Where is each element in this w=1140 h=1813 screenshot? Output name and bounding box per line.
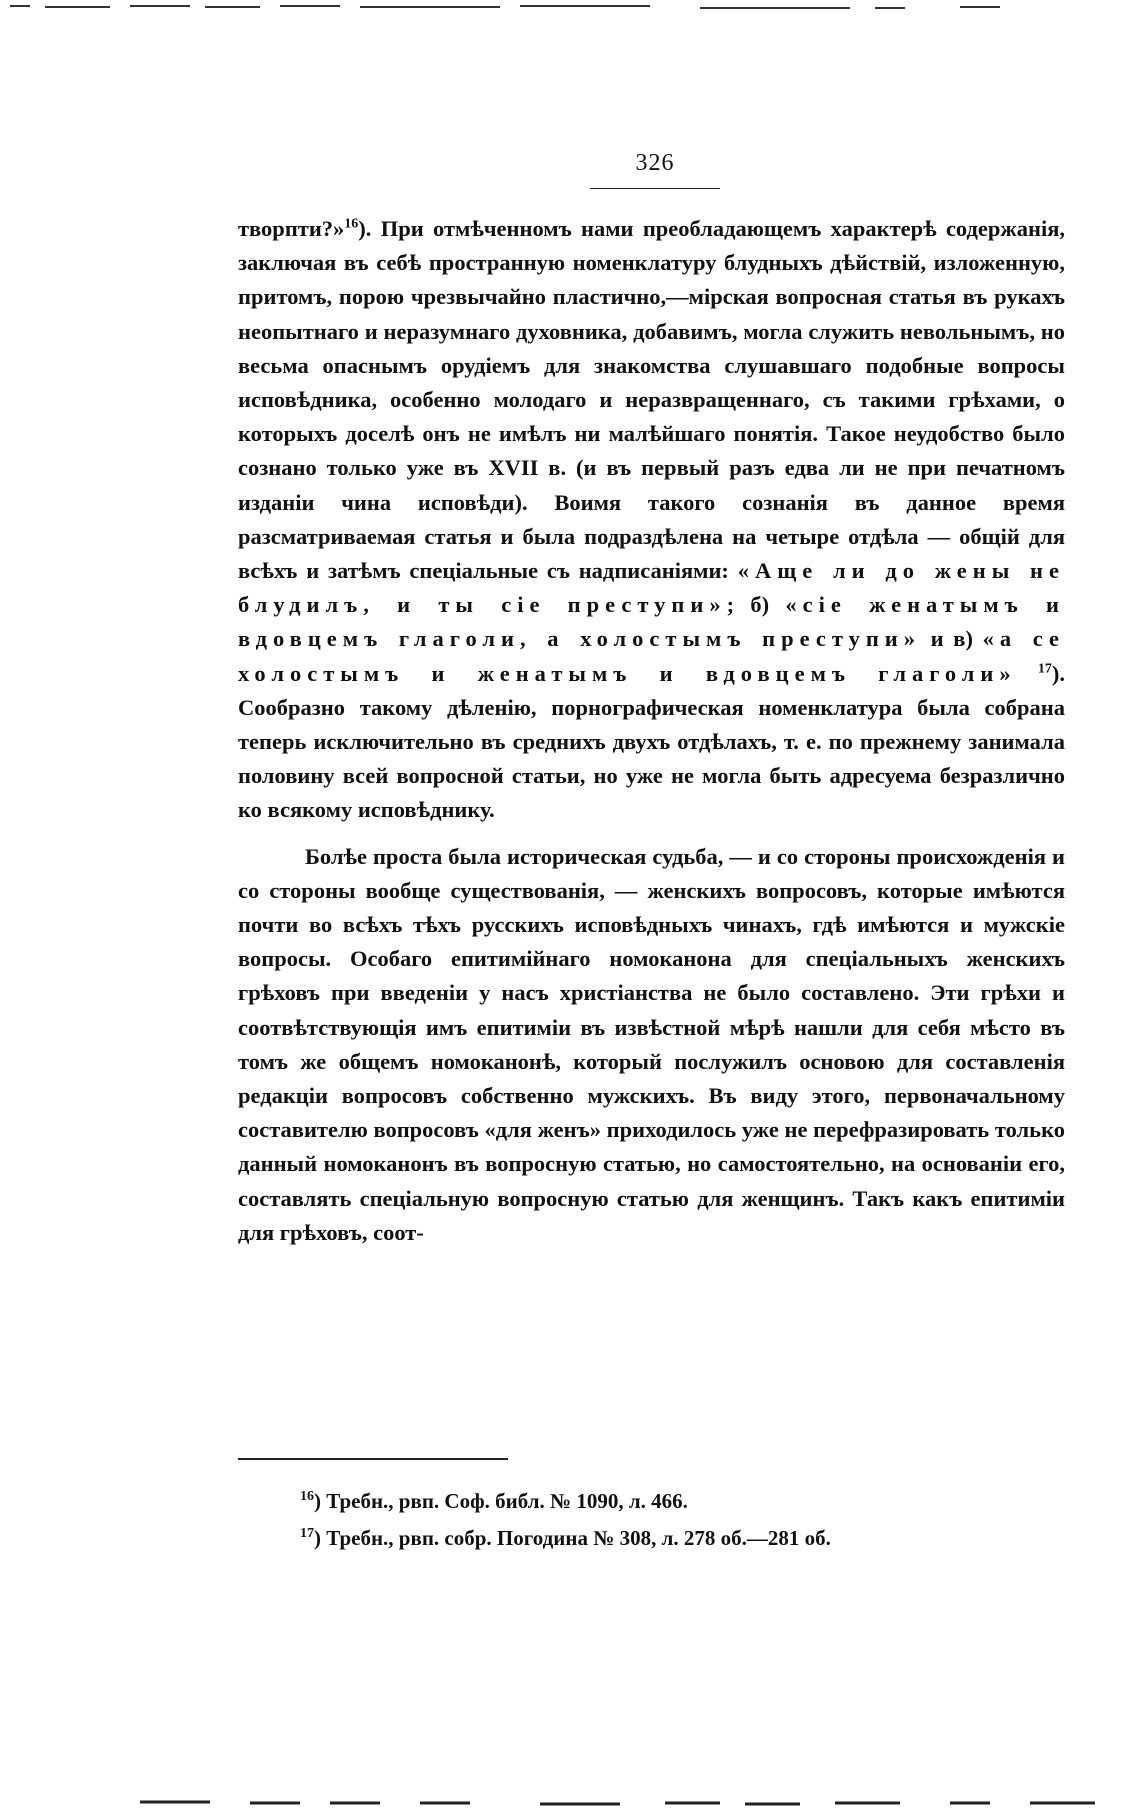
footnotes bbox=[300, 1483, 1060, 1557]
footnote-rule bbox=[238, 1458, 508, 1460]
page-number-rule bbox=[590, 188, 720, 189]
text-run: ; б) bbox=[726, 592, 786, 618]
footnote-text: Требн., рвп. собр. Погодина № 308, л. 278 об.—281 об. bbox=[326, 1526, 831, 1550]
scan-edge-bottom bbox=[0, 1790, 1140, 1813]
footnote-mark: 17 bbox=[300, 1526, 314, 1541]
text-run: ). При отмѣченномъ нами преобладающемъ характерѣ содержанія, заключая въ себѣ пространную номенклатуру блудныхъ дѣйствій, изложенную, притомъ, порою чрезвычайно пластично,—мірская вопросная статья въ рукахъ неопытнаго и неразумнаго духовника, добавимъ, могла служить невольнымъ, но весьма опаснымъ орудіемъ для знакомства слушавшаго подобные вопросы исповѣдника, особенно молодаго и неразвращеннаго, съ такими грѣхами, о которыхъ доселѣ онъ не имѣлъ ни малѣйшаго понятія. Такое неудобство было сознано только уже въ XVII в. (и въ первый разъ едва ли не при печатномъ изданіи чина исповѣди). Воимя такого сознанія въ данное время разсматриваемая статья и была подраздѣлена на четыре отдѣла — общій для всѣхъ и затѣмъ спеціальные съ надписаніями: bbox=[238, 216, 1065, 584]
footnote-text: Требн., рвп. Соф. библ. № 1090, л. 466. bbox=[326, 1489, 688, 1513]
spaced-emphasis: «а се холостымъ и женатымъ и вдовцемъ глаголи» bbox=[238, 626, 1066, 686]
spaced-emphasis: «сіе женатымъ и вдовцемъ глаголи, а холостымъ преступи» bbox=[238, 592, 1065, 652]
body-text bbox=[238, 212, 1065, 1250]
text-run: ). Сообразно такому дѣленію, порнографическая номенклатура была собрана теперь исключительно въ среднихъ двухъ отдѣлахъ, т. е. по прежнему занимала половину всей вопросной статьи, но уже не могла быть адресуема безразлично ко всякому исповѣднику. bbox=[238, 660, 1066, 823]
scan-edge-top bbox=[0, 0, 1140, 18]
spaced-emphasis: «Аще ли до жены не блудилъ, и ты сіе преступи» bbox=[238, 558, 1066, 618]
text-run bbox=[1017, 661, 1038, 686]
paragraph bbox=[238, 840, 1065, 1250]
footnote-ref: 17 bbox=[1037, 661, 1052, 677]
footnote-mark: 16 bbox=[300, 1489, 314, 1504]
text-run: Болѣе проста была историческая судьба, — и со стороны происхожденія и со стороны вообще существованія, — женскихъ вопросовъ, которые имѣются почти во всѣхъ тѣхъ русскихъ исповѣдныхъ чинахъ, гдѣ имѣются и мужскіе вопросы. Особаго епитимійнаго номоканона для спеціальныхъ женскихъ грѣховъ при введеніи у насъ христіанства не было составлено. Эти грѣхи и соотвѣтствующія имъ епитиміи въ извѣстной мѣрѣ нашли для себя мѣсто въ томъ же общемъ номоканонѣ, который послужилъ основою для составленія редакціи вопросовъ собственно мужскихъ. Въ виду этого, первоначальному составителю вопросовъ «для женъ» приходилось уже не перефразировать только данный номоканонъ въ вопросную статью, но самостоятельно, на основаніи его, составлять спеціальную вопросную статью для женщинъ. Такъ какъ епитиміи для грѣховъ, соот- bbox=[238, 843, 1065, 1245]
paragraph bbox=[238, 212, 1065, 828]
text-run: и в) bbox=[921, 626, 983, 652]
page-number: 326 bbox=[635, 150, 675, 176]
footnote: $^{16}$) Требн., рвп. Соф. библ. № 1090, л. 466. bbox=[300, 1489, 688, 1513]
footnote-ref: 16 bbox=[344, 216, 359, 232]
text-run: творпти?» bbox=[238, 216, 345, 241]
footnote: $^{17}$) Требн., рвп. собр. Погодина № 308, л. 278 об.—281 об. bbox=[300, 1526, 831, 1550]
